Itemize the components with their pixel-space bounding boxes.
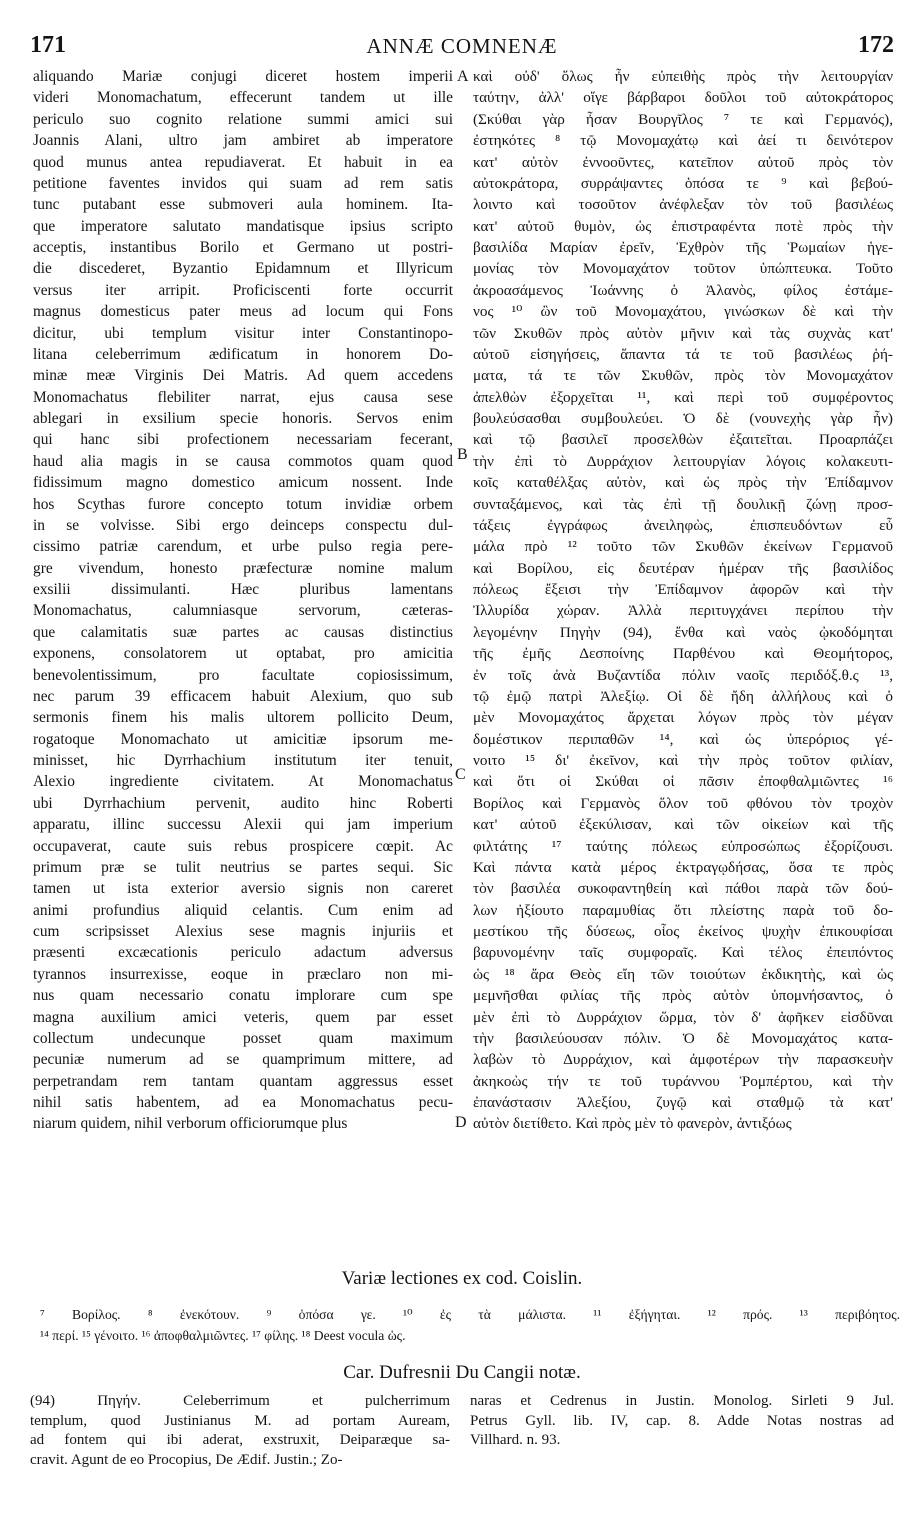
- latin-text-line: que calamitatis suæ partes ac causas distinctius: [33, 623, 453, 641]
- latin-text-line: Monomachatus flebiliter narrat, ejus causa sese: [33, 388, 453, 406]
- greek-text-line: πόλεως ἔξεισι τὴν Ἐπίδαμνον ἀφορῶν καὶ τὴν: [473, 581, 893, 598]
- latin-text-line: litana celeberrimum ædificatum in honorem Do-: [33, 345, 453, 363]
- greek-text-line: λων ἠξίουτο παραμυθίας ὅτι πλείστης παρὰ τοῦ δο-: [473, 901, 893, 919]
- greek-text-line: βαρυνομένην ταῖς συμφοραῖς. Καὶ τέλος ἐπειπόντος: [473, 944, 893, 962]
- greek-text-line: λαβὼν τὸ Δυρράχιον, καὶ ἀμφοτέρων τὴν παρασκευὴν: [473, 1051, 893, 1069]
- greek-text-line: ἐπανάστασιν Ἀλεξίου, ζυγῷ καὶ σταθμῷ τὰ κατ': [473, 1094, 893, 1111]
- latin-text-line: Alexio ingrediente civitatem. At Monomachatus: [33, 773, 453, 791]
- latin-text-line: apparatu, illinc successu Alexii qui jam imperium: [33, 816, 453, 834]
- latin-text-line: minisset, hic Dyrrhachium institutum iter tenuit,: [33, 752, 453, 769]
- latin-text-line: occupaverat, caute suis rebus prospicere cœpit. Ac: [33, 837, 453, 855]
- latin-text-line: qui hanc sibi profectionem necessariam fecerant,: [33, 431, 453, 449]
- greek-text-line: κοῖς καταθέλξας αὐτὸν, καὶ ὡς πρὸς τὴν Ἐπίδαμνον: [473, 474, 893, 492]
- greek-text-line: καὶ τῷ βασιλεῖ προσελθὼν ἐξαιτεῖται. Προαρπάζει: [473, 431, 893, 449]
- latin-text-line: pecuniæ numerum ad se quamprimum mittere, ad: [33, 1051, 453, 1069]
- latin-text-line: niarum quidem, nihil verborum officiorumque plus: [33, 1115, 348, 1133]
- latin-text-line: nihil satis habentem, ad ea Monomachatus pecu-: [33, 1094, 453, 1111]
- greek-column: [473, 66, 893, 1135]
- margin-letter-a: A: [457, 68, 469, 85]
- running-title: ANNÆ COMNENÆ: [366, 34, 558, 58]
- greek-text-line: τὴν ἐπὶ τὸ Δυρράχιον λειτουργίαν λόγοις κολακευτι-: [473, 452, 893, 470]
- variant-readings: [40, 1304, 900, 1346]
- latin-column: [33, 66, 453, 1135]
- greek-text-line: τῶν Σκυθῶν πρὸς αὐτὸν μῆνιν καὶ τὰς συχνὰς κατ': [473, 324, 893, 342]
- greek-text-line: ἀπελθὼν ἐξορχεῖται ¹¹, καὶ περὶ τοῦ συμφέροντος: [473, 388, 893, 406]
- variant-line: ¹⁴ περί. ¹⁵ γένοιτο. ¹⁶ ἀποφθαλμιῶντες. ¹⁷ φίλης. ¹⁸ Deest vocula ὡς.: [40, 1328, 406, 1343]
- latin-text-line: fidissimum magno domestico amicum nossent. Inde: [33, 474, 453, 492]
- greek-text-line: λεγομένην Πηγὴν (94), ἔνθα καὶ ναὸς ᾠκοδόμηται: [473, 623, 893, 641]
- variant-readings-heading: Variæ lectiones ex cod. Coislin.: [341, 1268, 583, 1289]
- latin-text-line: magnus domesticus pater meus ad locum qui Fons: [33, 303, 453, 321]
- greek-text-line: ματα, τά τε τῶν Σκυθῶν, πρὸς τὸν Μονομαχάτον: [473, 367, 893, 385]
- greek-text-line: ἀκροασάμενος Ἰωάννης ὁ Ἀλανὸς, φίλος ἐστάμε-: [473, 281, 893, 299]
- greek-text-line: μεστίκου τῆς δύσεως, οἷος ἐκείνος ψυχὴν ἐπικουφίσαι: [473, 923, 893, 940]
- latin-text-line: minæ meæ Virginis Dei Matris. Ad quem accedens: [33, 367, 453, 385]
- greek-text-line: συνταξάμενος, καὶ τὰς ἐπὶ τῇ δουλικῇ ζώνῃ προσ-: [473, 495, 893, 513]
- latin-text-line: acceptis, instantibus Borilo et Germano ut postri-: [33, 239, 453, 256]
- margin-letter-b: B: [457, 446, 468, 463]
- latin-text-line: nus quam necessario conatu implorare cum spe: [33, 987, 453, 1005]
- greek-text-line: μὲν Μονομαχάτος ἄρχεται λόγων πρὸς τὸν μέγαν: [473, 709, 893, 727]
- greek-text-line: τὸν βασιλέα συκοφαντηθείη καὶ πάθοι παρὰ τῶν δού-: [473, 880, 893, 898]
- latin-text-line: perpetrandam rem tantam quantam aggressus esset: [33, 1072, 453, 1090]
- notes-left-column: [30, 1392, 450, 1470]
- greek-text-line: (Σκύθαι γὰρ ἦσαν Βουργῖλος ⁷ τε καὶ Γερμανός),: [473, 110, 893, 128]
- latin-text-line: primum præ se tulit neutrius se partes sequi. Sic: [33, 858, 453, 876]
- greek-text-line: μάλα πρὸ ¹² τοῦτο τῶν Σκυθῶν ἐκείνων Γερμανοῦ: [473, 538, 893, 556]
- note-line: Villhard. n. 93.: [470, 1432, 561, 1448]
- latin-text-line: que imperatore salutato mandatisque ipsius scripto: [33, 217, 453, 235]
- greek-text-line: ἐν τοῖς ἀνὰ Βυζαντίδα πόλιν ναοῖς περιδόξ.θ.ς ¹³,: [473, 666, 893, 684]
- latin-text-line: gre vivendum, honesto præfecturæ nomine malum: [33, 559, 453, 577]
- greek-text-line: τῷ ἐμῷ πατρὶ Ἀλεξίῳ. Οἱ δὲ ἤδη ἀλλήλους καὶ ὁ: [473, 687, 893, 705]
- latin-text-line: benevolentissimum, pro facultate copiosissimum,: [33, 666, 453, 684]
- page-header: [30, 32, 894, 60]
- page-number-right: 172: [858, 32, 894, 58]
- latin-text-line: ablegari in exsilium specie honoris. Servos enim: [33, 410, 453, 427]
- greek-text-line: βασιλίδα Μαρίαν ἐρεῖν, Ἐχθρὸν τῆς Ῥωμαίων ἡγε-: [473, 239, 893, 256]
- latin-text-line: in se volvisse. Sibi ergo deinceps conspectu dul-: [33, 516, 453, 534]
- greek-text-line: αὐτοῦ εἰσηγήσεις, ἅπαντα τά τε τοῦ βασιλέως ῥή-: [473, 345, 893, 363]
- greek-text-line: μεμνῆσθαι φιλίας τῆς πρὸς αὐτὸν ὑπομνήσαντος, ὁ: [473, 987, 893, 1005]
- greek-text-line: Ἰλλυρίδα χώραν. Ἀλλὰ περιτυγχάνει περίπου τὴν: [473, 602, 893, 620]
- greek-text-line: καὶ Βορίλου, εἰς δευτέραν ἡμέραν τῆς βασιλίδος: [473, 559, 893, 577]
- latin-text-line: ubi Dyrrhachium pervenit, audito hinc Roberti: [33, 794, 453, 812]
- latin-text-line: hos Scythas furore concepto totum invidiæ orbem: [33, 495, 453, 513]
- page-number-left: 171: [30, 32, 66, 58]
- latin-text-line: versus iter arripit. Proficiscenti forte occurrit: [33, 281, 453, 299]
- latin-text-line: aliquando Mariæ conjugi diceret hostem imperii: [33, 68, 453, 85]
- latin-text-line: die discederet, Byzantio Epidamnum et Illyricum: [33, 260, 453, 278]
- note-line: (94) Πηγήν. Celeberrimum et pulcherrimum: [30, 1393, 450, 1409]
- greek-text-line: μὲν ἐπὶ τὸ Δυρράχιον ὥρμα, τὸν δ' ἀφῆκεν εἰσδῦναι: [473, 1008, 893, 1026]
- latin-text-line: exponens, consolatorem ut optabat, pro amicitia: [33, 645, 453, 663]
- greek-text-line: κατ' αὐτὸν ἐννοοῦντες, κατεῖπον αὐτοῦ πρὸς τὸν: [473, 153, 893, 171]
- greek-text-line: Βορίλος καὶ Γερμανὸς ὅλον τοῦ φθόνου τὸν τροχὸν: [473, 794, 893, 812]
- greek-text-line: λοιντο καὶ τοσοῦτον ἀνέφλεξαν τὸν τοῦ βασιλέως: [473, 196, 893, 214]
- latin-text-line: periculo suo cognito relatione summi amici sui: [33, 110, 453, 128]
- latin-text-line: animi profundius aliquid celantis. Cum enim ad: [33, 901, 453, 919]
- greek-text-line: βουλεύσασθαι συμβουλεύει. Ὁ δὲ (νουνεχὴς γὰρ ἦν): [473, 410, 893, 427]
- note-line: templum, quod Justinianus M. ad portam Auream,: [30, 1412, 450, 1429]
- margin-letter-d: D: [455, 1114, 467, 1131]
- latin-text-line: tamen ut ista exterior aversio signis non careret: [33, 880, 453, 898]
- note-line: ad fontem qui ibi aderat, exstruxit, Deiparæque sa-: [30, 1432, 450, 1448]
- greek-text-line: φιλτάτης ¹⁷ ταύτης πόλεως εὐπροσώπως ἐξορίζουσι.: [473, 837, 893, 855]
- note-line: Petrus Gyll. lib. IV, cap. 8. Adde Notas nostras ad: [470, 1412, 894, 1429]
- greek-text-line: ἀκηκοὼς τήν τε τοῦ τυράννου Ῥομπέρτου, καὶ τὴν: [473, 1072, 893, 1090]
- latin-text-line: dicitur, ubi templum visitur inter Constantinopo-: [33, 324, 453, 342]
- latin-text-line: exsilii dissimulanti. Hæc pluribus lamentans: [33, 581, 453, 598]
- latin-text-line: videri Monomachatum, effecerunt tandem ut ille: [33, 89, 453, 107]
- latin-text-line: tunc putabant esse submoveri aula hominem. Ita-: [33, 196, 453, 214]
- greek-text-line: ἐστηκότες ⁸ τῷ Μονομαχάτῳ καὶ ἀεί τι δεινότερον: [473, 132, 893, 150]
- greek-text-line: Καὶ πάντα κατὰ μέρος ἐκτραγῳδήσας, ὅσα τε πρὸς: [473, 858, 893, 876]
- latin-text-line: tyrannos insurrexisse, eoque in præclaro non mi-: [33, 965, 453, 983]
- greek-text-line: δομέστικον περιπαθῶν ¹⁴, καὶ ὡς ὑπερόριος γέ-: [473, 730, 893, 748]
- latin-text-line: cissimo patriæ carendum, et urbe pulso regia pere-: [33, 538, 453, 556]
- greek-text-line: μονίας τὸν Μονομαχάτον τοῦτον ὑπώπτευκα. Τοῦτο: [473, 260, 893, 278]
- greek-text-line: αὐτοκράτορα, συρράψαντες ὁπόσα τε ⁹ καὶ βεβού-: [473, 174, 893, 192]
- variant-line: ⁷ Βορίλος. ⁸ ἐνεκότουν. ⁹ ὁπόσα γε. ¹⁰ ἐς τὰ μάλιστα. ¹¹ ἐξήγηται. ¹² πρός. ¹³ περιβόητος.: [40, 1307, 900, 1322]
- latin-text-line: collectum undecunque posset quam maximum: [33, 1029, 453, 1047]
- greek-text-line: καὶ ὅτι οἱ Σκύθαι οἱ πᾶσιν ἐποφθαλμιῶντες ¹⁶: [473, 773, 893, 791]
- latin-text-line: sermonis finem his malis ultorem pollicito Deum,: [33, 709, 453, 727]
- notes-heading: Car. Dufresnii Du Cangii notæ.: [343, 1362, 581, 1383]
- greek-text-line: ταύτην, ἀλλ' οἵγε βάρβαροι δοῦλοι τοῦ αὐτοκράτορος: [473, 89, 893, 107]
- greek-text-line: τῆς ἐμῆς Δεσποίνης Παρθένου καὶ Θεομήτορος,: [473, 645, 893, 663]
- note-line: naras et Cedrenus in Justin. Monolog. Sirleti 9 Jul.: [470, 1393, 894, 1409]
- greek-text-line: κατ' αὐτοῦ ἐξεκύλισαν, καὶ τῶν οἰκείων καὶ τῆς: [473, 816, 893, 834]
- latin-text-line: nec parum 39 efficacem habuit Alexium, quo sub: [33, 687, 453, 705]
- greek-text-line: νος ¹⁰ ὢν τοῦ Μονομαχάτου, γινώσκων δὲ καὶ τὴν: [473, 303, 893, 321]
- latin-text-line: Joannis Alani, ultro jam ambiret ab imperatore: [33, 132, 453, 150]
- greek-text-line: νοιτο ¹⁵ δι' ἐκεῖνον, καὶ τὴν πρὸς τοῦτον φιλίαν,: [473, 752, 893, 769]
- greek-text-line: κατ' αὐτοῦ θυμὸν, ὡς ἐπιστραφέντα ποτὲ πρὸς τὴν: [473, 217, 893, 235]
- latin-text-line: præsenti excæcationis periculo adactum adversus: [33, 944, 453, 962]
- latin-text-line: rogatoque Monomachato ut amicitiæ ipsorum me-: [33, 730, 453, 748]
- note-line: cravit. Agunt de eo Procopius, De Ædif. Justin.; Zo-: [30, 1451, 343, 1468]
- greek-text-line: τάξεις ἐγγράφως ἀνειληφὼς, ἐπισπευδόντων εὖ: [473, 516, 893, 534]
- latin-text-line: magna auxilium amici veteris, quem par esset: [33, 1008, 453, 1026]
- greek-text-line: τὴν βασιλεύουσαν πόλιν. Ὁ δὲ Μονομαχάτος κατα-: [473, 1029, 893, 1047]
- margin-letter-c: C: [455, 766, 466, 783]
- latin-text-line: Monomachatus, calumniasque servorum, cæteras-: [33, 602, 453, 620]
- latin-text-line: quod munus antea repudiaverat. Et habuit in ea: [33, 153, 453, 171]
- greek-text-line: ὡς ¹⁸ ἄρα Θεὸς εἴη τῶν τοιούτων ἐκδικητὴς, καὶ ὡς: [473, 965, 893, 983]
- notes-right-column: [470, 1392, 894, 1451]
- greek-text-line: αὐτὸν διετίθετο. Καὶ πρὸς μὲν τὸ φανερὸν, ἀντιξόως: [473, 1115, 792, 1133]
- latin-text-line: cum scripsisset Alexius sese magnis injuriis et: [33, 923, 453, 940]
- latin-text-line: petitione faventes invidos qui suam ad rem satis: [33, 174, 453, 192]
- latin-text-line: haud alia magis in se causa commotos quam quod: [33, 452, 453, 470]
- greek-text-line: καὶ οὐδ' ὅλως ἦν εὐπειθὴς πρὸς τὴν λειτουργίαν: [473, 68, 893, 85]
